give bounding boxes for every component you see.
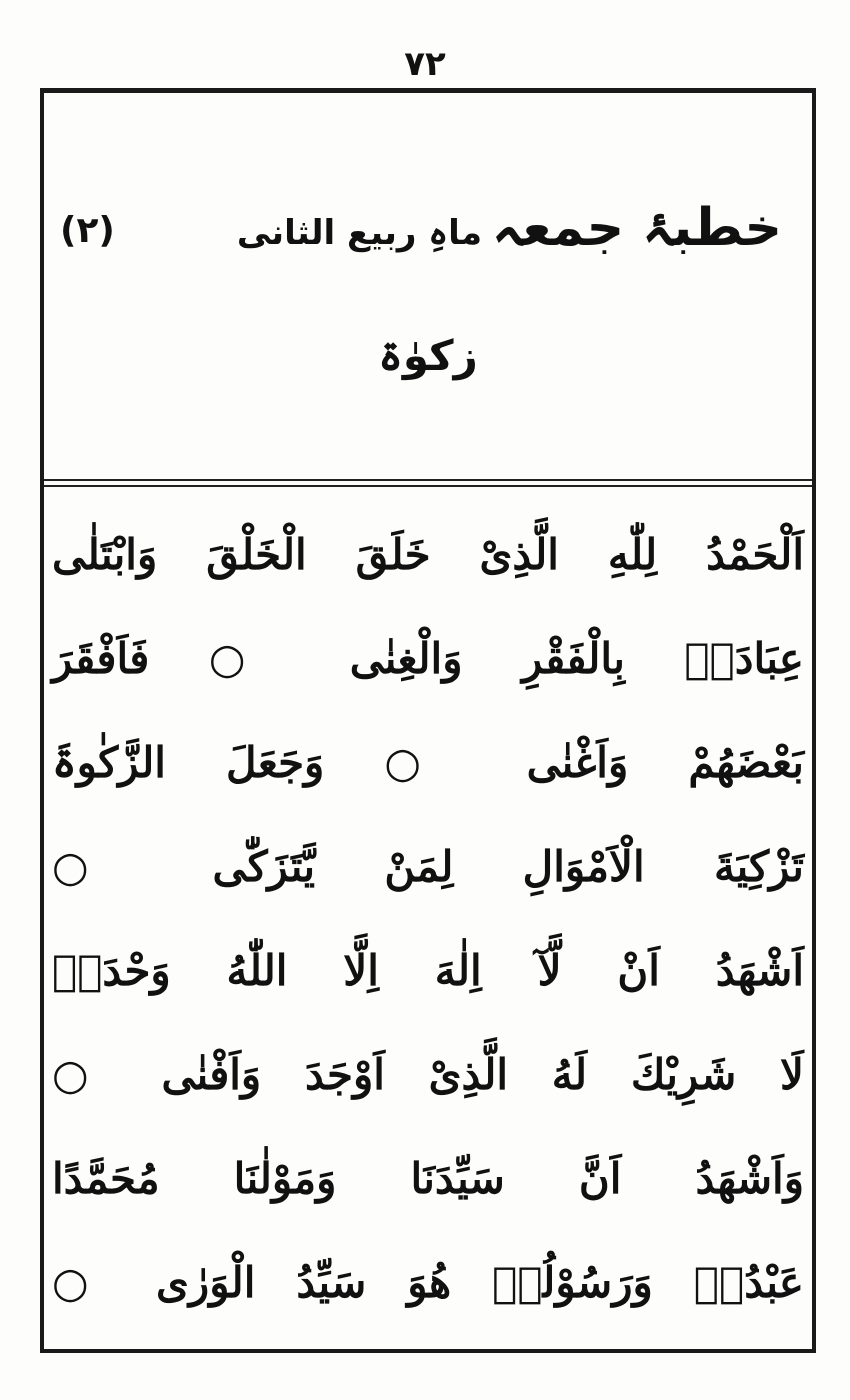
text-line: تَزْکِیَةَ الْاَمْوَالِ لِمَنْ یَّتَزَکّٰی ○ [52, 842, 804, 891]
part-number: (۲) [60, 210, 115, 251]
page-frame [40, 88, 816, 1353]
sermon-title: خطبۂ جمعہ [491, 198, 782, 258]
text-line: اَشْهَدُ اَنْ لَّآ اِلٰهَ اِلَّا اللّٰهُ وَحْدَہٗ [52, 946, 804, 995]
text-line: لَا شَرِیْكَ لَهُ الَّذِیْ اَوْجَدَ وَاَفْنٰی ○ [52, 1050, 804, 1099]
double-line-divider [44, 479, 812, 487]
sermon-month: ماہِ ربیع الثانی [236, 213, 482, 253]
text-line: بَعْضَهُمْ وَاَغْنٰی ○ وَجَعَلَ الزَّکٰوۃَ [52, 738, 804, 787]
page-number: ۷۲ [404, 44, 446, 84]
text-line: عِبَادَہٗ بِالْفَقْرِ وَالْغِنٰی ○ فَاَفْقَرَ [52, 634, 804, 683]
title-row [44, 188, 812, 268]
sermon-subtitle: زکوٰۃ [378, 331, 478, 380]
text-line: وَاَشْهَدُ اَنَّ سَیِّدَنَا وَمَوْلٰنَا مُحَمَّدًا [52, 1154, 804, 1203]
sermon-text [44, 503, 812, 1335]
text-line: اَلْحَمْدُ لِلّٰهِ الَّذِیْ خَلَقَ الْخَلْقَ وَابْتَلٰی [52, 530, 804, 579]
text-line: عَبْدُہٗ وَرَسُوْلُہٗ هُوَ سَیِّدُ الْوَرٰی ○ [52, 1258, 804, 1307]
header-section [44, 93, 812, 479]
